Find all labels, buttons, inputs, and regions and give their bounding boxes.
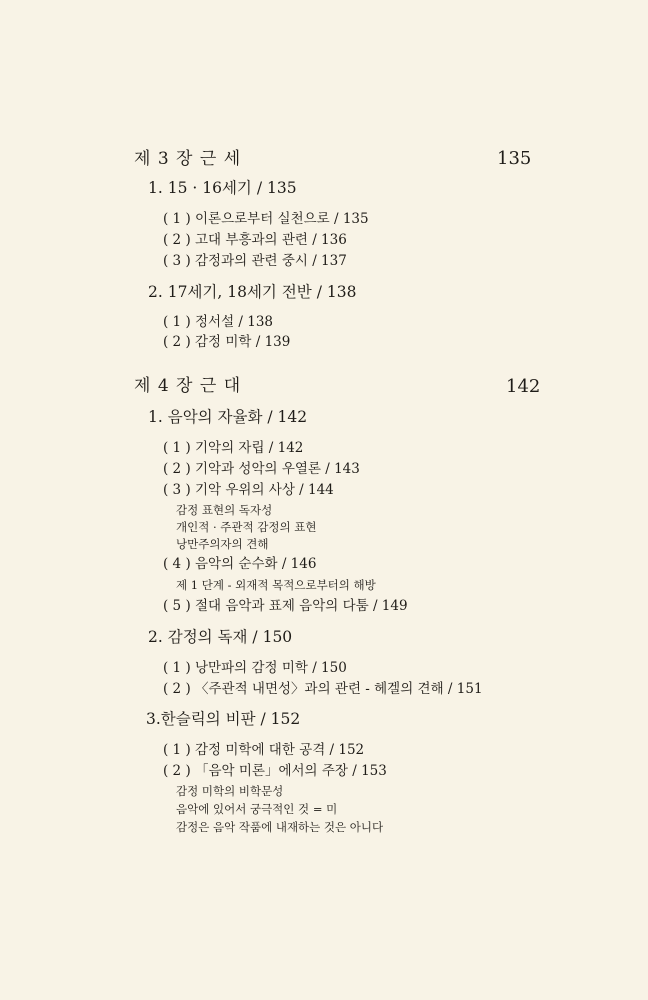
section-3-1: 1. 15 · 16세기 / 135: [148, 179, 297, 197]
section-3-2: 2. 17세기, 18세기 전반 / 138: [148, 283, 357, 301]
chapter-4-page: 142: [506, 376, 541, 397]
note-4-1-3-b: 개인적 · 주관적 감정의 표현: [176, 520, 317, 534]
sub-3-1-2: ( 2 ) 고대 부흥과의 관련 / 136: [163, 232, 347, 248]
note-4-3-2-a: 감정 미학의 비학문성: [176, 784, 284, 798]
sub-3-2-2: ( 2 ) 감정 미학 / 139: [163, 334, 291, 350]
note-4-3-2-b: 음악에 있어서 궁극적인 것 = 미: [176, 802, 338, 816]
sub-4-1-5: ( 5 ) 절대 음악과 표제 음악의 다툼 / 149: [163, 598, 408, 614]
section-4-1: 1. 음악의 자율화 / 142: [148, 408, 308, 426]
chapter-3-page: 135: [497, 148, 532, 169]
chapter-3-title: 제 3 장 근 세: [134, 149, 242, 169]
sub-3-2-1: ( 1 ) 정서설 / 138: [163, 314, 274, 330]
sub-4-1-3: ( 3 ) 기악 우위의 사상 / 144: [163, 482, 334, 498]
section-4-2: 2. 감정의 독재 / 150: [148, 628, 293, 646]
note-4-1-3-a: 감정 표현의 독자성: [176, 503, 273, 517]
note-4-1-4-a: 제 1 단계 - 외재적 목적으로부터의 해방: [176, 578, 376, 592]
sub-4-1-4: ( 4 ) 음악의 순수화 / 146: [163, 556, 317, 572]
note-4-1-3-c: 낭만주의자의 견해: [176, 537, 269, 551]
section-4-3: 3.한슬릭의 비판 / 152: [146, 710, 301, 728]
sub-4-2-1: ( 1 ) 낭만파의 감정 미학 / 150: [163, 660, 347, 676]
sub-4-1-2: ( 2 ) 기악과 성악의 우열론 / 143: [163, 461, 360, 477]
sub-4-3-1: ( 1 ) 감정 미학에 대한 공격 / 152: [163, 742, 365, 758]
sub-4-1-1: ( 1 ) 기악의 자립 / 142: [163, 440, 304, 456]
sub-3-1-1: ( 1 ) 이론으로부터 실천으로 / 135: [163, 211, 369, 227]
sub-4-3-2: ( 2 ) 「음악 미론」에서의 주장 / 153: [163, 763, 387, 779]
sub-3-1-3: ( 3 ) 감정과의 관련 중시 / 137: [163, 253, 347, 269]
sub-4-2-2: ( 2 ) 〈주관적 내면성〉과의 관련 - 헤겔의 견해 / 151: [163, 681, 483, 697]
note-4-3-2-c: 감정은 음악 작품에 내재하는 것은 아니다: [176, 820, 384, 834]
chapter-4-title: 제 4 장 근 대: [134, 376, 242, 396]
